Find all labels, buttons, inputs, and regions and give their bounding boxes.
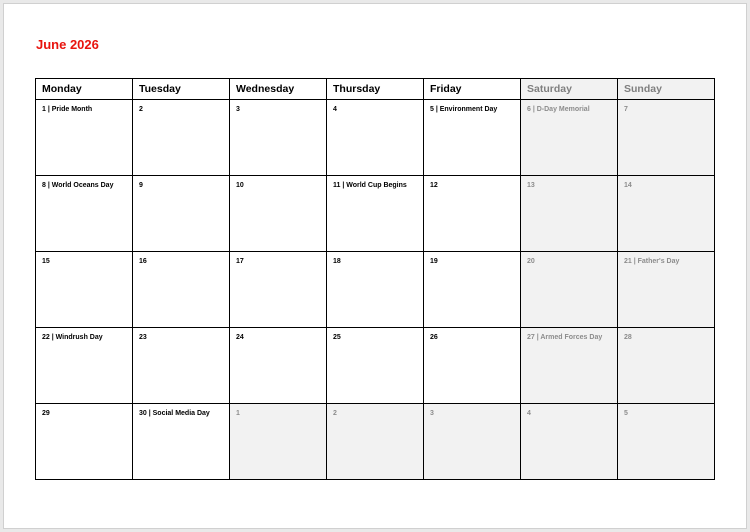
day-cell[interactable] [36,252,133,328]
day-label: 7 [624,106,628,113]
day-cell[interactable] [424,100,521,176]
day-cell[interactable] [327,176,424,252]
weekday-header-saturday: Saturday [521,79,618,100]
day-label: 10 [236,182,244,189]
day-cell[interactable] [424,176,521,252]
day-cell-weekend[interactable] [521,176,618,252]
day-cell-next-month[interactable] [424,404,521,480]
day-label: 4 [333,106,337,113]
day-label: 2 [333,410,337,417]
day-label: 2 [139,106,143,113]
weekday-header-wednesday: Wednesday [230,79,327,100]
day-cell[interactable] [36,100,133,176]
day-cell[interactable] [327,100,424,176]
day-cell[interactable] [36,404,133,480]
day-cell[interactable] [230,100,327,176]
day-label: 9 [139,182,143,189]
day-label: 12 [430,182,438,189]
day-label: 19 [430,258,438,265]
day-label: 25 [333,334,341,341]
day-label: 1 [236,410,240,417]
day-cell[interactable] [36,176,133,252]
day-cell[interactable] [133,100,230,176]
day-label: 5 [624,410,628,417]
day-label: 11 | World Cup Begins [333,182,407,189]
weekday-header-tuesday: Tuesday [133,79,230,100]
calendar-page [3,3,747,529]
day-cell-weekend[interactable] [521,252,618,328]
day-label: 30 | Social Media Day [139,410,210,417]
day-label: 20 [527,258,535,265]
day-cell-weekend[interactable] [618,252,715,328]
day-cell-weekend[interactable] [521,328,618,404]
day-label: 27 | Armed Forces Day [527,334,603,341]
week-row-4 [36,328,715,404]
weekday-header-thursday: Thursday [327,79,424,100]
day-cell[interactable] [424,252,521,328]
calendar-grid [35,78,715,480]
day-label: 14 [624,182,632,189]
day-label: 18 [333,258,341,265]
day-label: 26 [430,334,438,341]
day-label: 23 [139,334,147,341]
day-label: 21 | Father's Day [624,258,680,265]
week-row-5 [36,404,715,480]
weekday-header-row [36,79,715,100]
day-cell[interactable] [133,328,230,404]
day-cell[interactable] [424,328,521,404]
day-cell[interactable] [230,176,327,252]
day-label: 15 [42,258,50,265]
week-row-1 [36,100,715,176]
weekday-header-friday: Friday [424,79,521,100]
day-cell[interactable] [36,328,133,404]
day-cell-next-month[interactable] [618,404,715,480]
day-label: 29 [42,410,50,417]
weekday-header-sunday: Sunday [618,79,715,100]
day-label: 16 [139,258,147,265]
week-row-3 [36,252,715,328]
day-label: 24 [236,334,244,341]
week-row-2 [36,176,715,252]
page-title: June 2026 [36,37,99,52]
day-label: 22 | Windrush Day [42,334,103,341]
day-label: 3 [236,106,240,113]
day-label: 13 [527,182,535,189]
day-label: 3 [430,410,434,417]
day-cell[interactable] [230,328,327,404]
day-cell-weekend[interactable] [618,328,715,404]
day-cell-weekend[interactable] [618,100,715,176]
day-label: 1 | Pride Month [42,106,93,113]
day-label: 6 | D-Day Memorial [527,106,590,113]
day-cell-next-month[interactable] [521,404,618,480]
weekday-header-monday: Monday [36,79,133,100]
day-cell-weekend[interactable] [521,100,618,176]
day-label: 4 [527,410,531,417]
day-cell[interactable] [327,252,424,328]
day-cell-next-month[interactable] [327,404,424,480]
day-label: 28 [624,334,632,341]
day-label: 17 [236,258,244,265]
day-label: 5 | Environment Day [430,106,498,113]
day-cell-next-month[interactable] [230,404,327,480]
day-cell-weekend[interactable] [618,176,715,252]
day-cell[interactable] [230,252,327,328]
day-cell[interactable] [327,328,424,404]
day-cell[interactable] [133,176,230,252]
day-cell[interactable] [133,404,230,480]
day-label: 8 | World Oceans Day [42,182,114,189]
day-cell[interactable] [133,252,230,328]
